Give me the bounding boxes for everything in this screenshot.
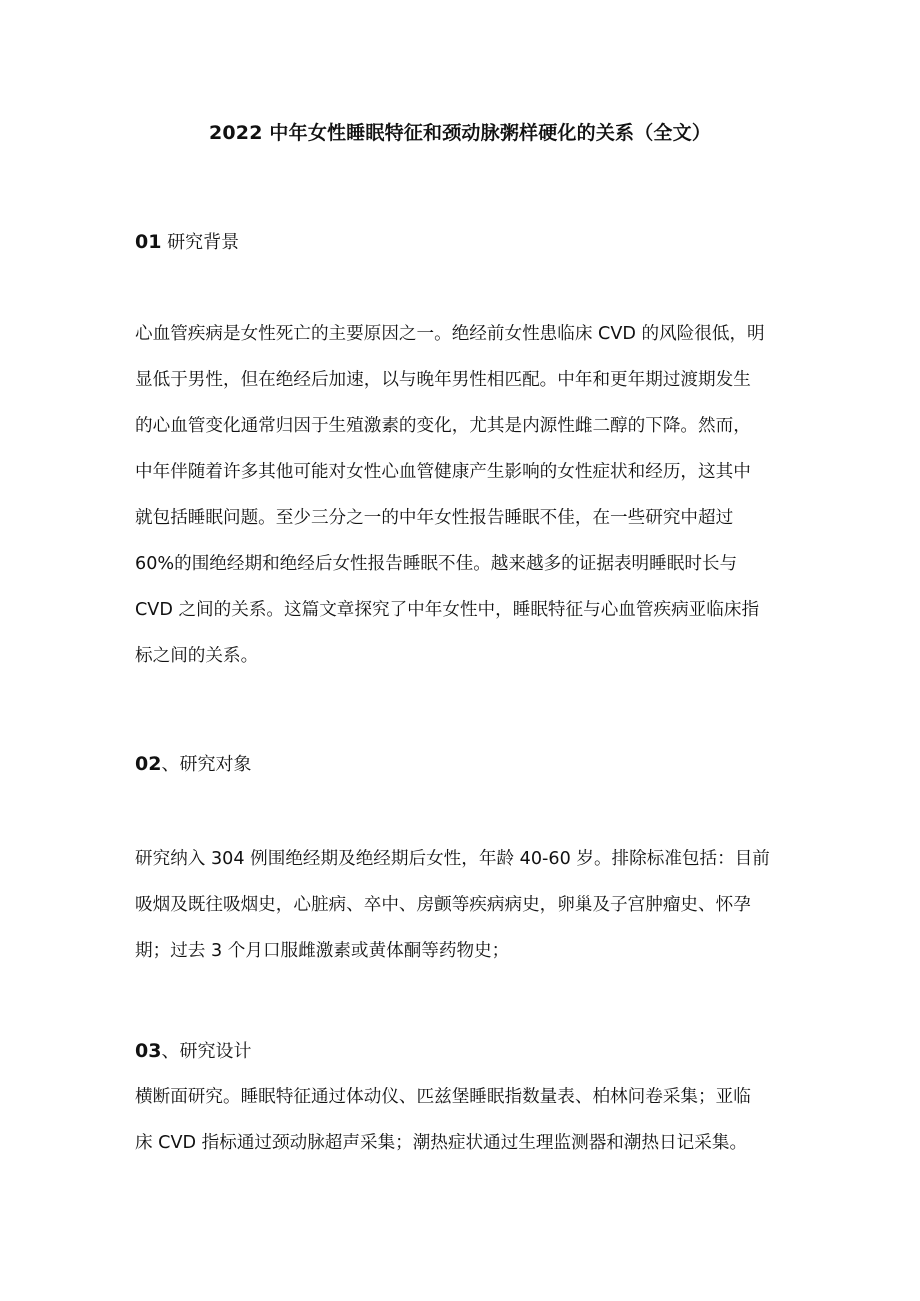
section-heading-text: 、研究对象 xyxy=(161,754,252,775)
paragraph-line: 显低于男性，但在绝经后加速，以与晚年男性相匹配。中年和更年期过渡期发生 xyxy=(135,370,751,390)
section-number: 03 xyxy=(135,1040,162,1062)
paragraph-line: 60%的围绝经期和绝经后女性报告睡眠不佳。越来越多的证据表明睡眠时长与 xyxy=(135,554,738,574)
section-number: 02 xyxy=(135,753,162,775)
paragraph-line: 就包括睡眠问题。至少三分之一的中年女性报告睡眠不佳，在一些研究中超过 xyxy=(135,508,734,528)
paragraph-line: 标之间的关系。 xyxy=(135,646,259,666)
paragraph-line: 吸烟及既往吸烟史，心脏病、卒中、房颤等疾病病史，卵巢及子宫肿瘤史、怀孕 xyxy=(135,895,751,915)
document-title: 2022 中年女性睡眠特征和颈动脉粥样硬化的关系（全文） xyxy=(208,122,712,144)
section-heading-text: 、研究设计 xyxy=(161,1041,252,1062)
paragraph-line: 中年伴随着许多其他可能对女性心血管健康产生影响的女性症状和经历，这其中 xyxy=(135,462,751,482)
paragraph-line: 研究纳入 304 例围绝经期及绝经期后女性，年龄 40-60 岁。排除标准包括：目前 xyxy=(135,849,770,869)
paragraph-line: CVD 之间的关系。这篇文章探究了中年女性中，睡眠特征与心血管疾病亚临床指 xyxy=(135,600,760,620)
section-heading-01 xyxy=(135,229,239,256)
section-heading-03 xyxy=(135,1038,251,1065)
section-paragraph-03 xyxy=(135,1074,790,1166)
section-heading-02 xyxy=(135,751,251,778)
paragraph-line: 心血管疾病是女性死亡的主要原因之一。绝经前女性患临床 CVD 的风险很低，明 xyxy=(135,324,765,344)
paragraph-line: 的心血管变化通常归因于生殖激素的变化，尤其是内源性雌二醇的下降。然而， xyxy=(135,416,751,436)
section-paragraph-01 xyxy=(135,311,790,679)
paragraph-line: 床 CVD 指标通过颈动脉超声采集；潮热症状通过生理监测器和潮热日记采集。 xyxy=(135,1133,748,1153)
section-number: 01 xyxy=(135,231,162,253)
paragraph-line: 横断面研究。睡眠特征通过体动仪、匹兹堡睡眠指数量表、柏林问卷采集；亚临 xyxy=(135,1087,751,1107)
section-paragraph-02 xyxy=(135,836,790,974)
paragraph-line: 期；过去 3 个月口服雌激素或黄体酮等药物史； xyxy=(135,941,510,961)
section-heading-text: 研究背景 xyxy=(161,232,240,253)
